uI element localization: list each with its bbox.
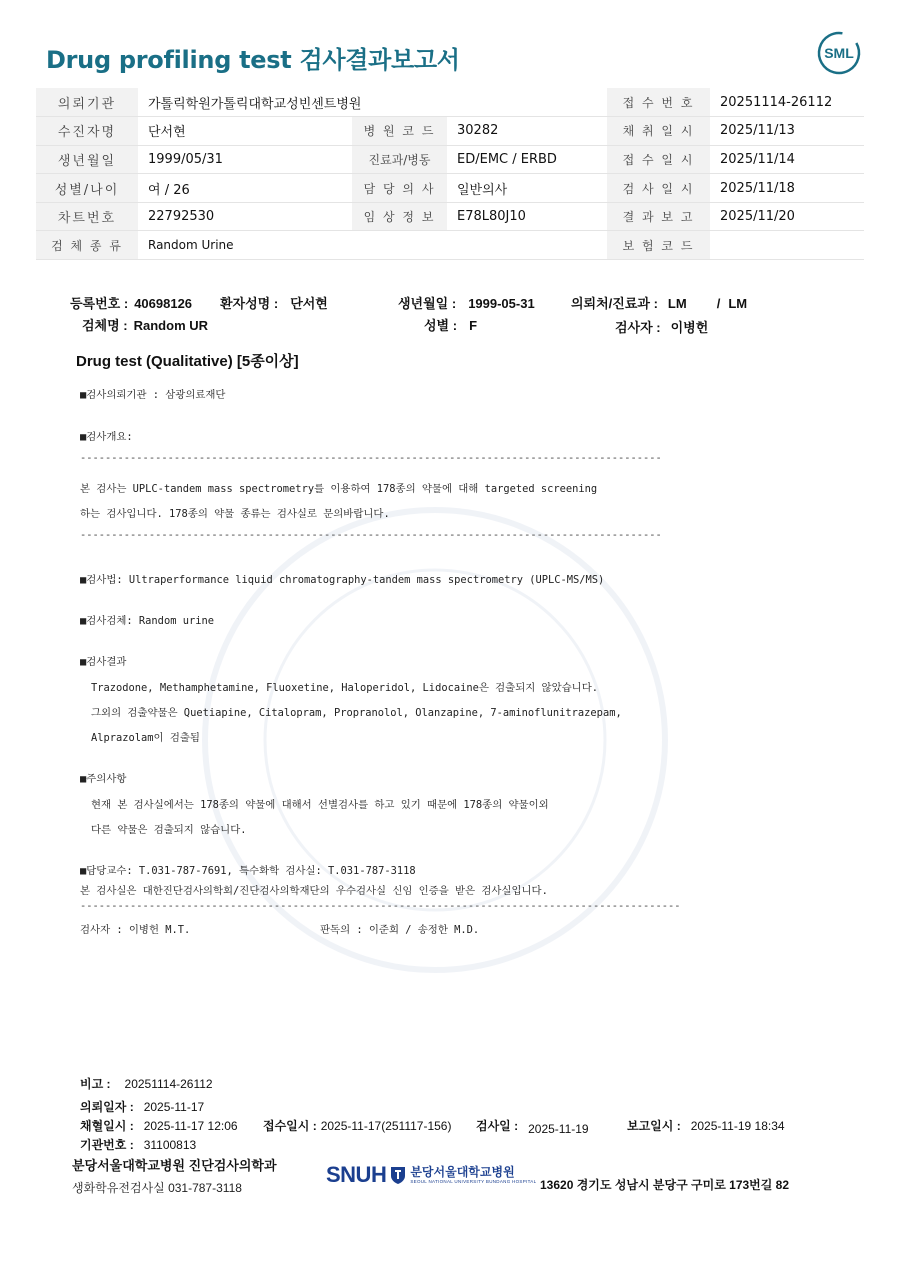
report-specimen <box>82 315 208 334</box>
divider-line: --------------------------------------------------------------------------------------------- <box>80 452 662 464</box>
reader-line: 판독의 : 이준희 / 송정한 M.D. <box>320 924 480 936</box>
org-phone: 생화학유전검사실 031-787-3118 <box>72 1181 242 1195</box>
draw-date-label: 채혈일시 : <box>80 1119 134 1133</box>
overview-title: ■검사개요: <box>80 431 133 443</box>
specimen-label: 검 체 종 류 <box>36 231 138 260</box>
report-tester-value: 이병헌 <box>670 320 709 335</box>
report-tester <box>615 317 708 336</box>
receipt-no-value: 20251114-26112 <box>710 88 864 117</box>
request-date-label: 의뢰일자 : <box>80 1100 134 1114</box>
report-patient-value: 단서현 <box>290 296 328 311</box>
test-date-label: 검 사 일 시 <box>607 174 710 203</box>
divider-line: --------------------------------------------------------------------------------------------- <box>80 529 662 541</box>
receipt-date-value: 2025/11/14 <box>710 145 864 174</box>
patient-value: 단서현 <box>138 117 352 146</box>
requester-label: 의뢰기관 <box>36 88 138 117</box>
institution-no-value: 31100813 <box>143 1138 197 1152</box>
report-date-label: 보고일시 : <box>627 1119 681 1133</box>
caution-title: ■주의사항 <box>80 773 127 785</box>
info-row <box>36 174 864 203</box>
reg-no <box>70 293 192 312</box>
sex-age-value: 여 / 26 <box>138 174 352 203</box>
report-date-value: 2025-11-19 18:34 <box>690 1119 785 1133</box>
info-row <box>36 231 864 260</box>
note <box>80 1075 213 1092</box>
doctor-value: 일반의사 <box>447 174 607 203</box>
receipt-no-label: 접 수 번 호 <box>607 88 710 117</box>
specimen-line: ■검사검체: Random urine <box>80 615 214 627</box>
report-patient-label: 환자성명 : <box>220 296 279 311</box>
snuh-emblem-icon <box>389 1165 407 1185</box>
report-dept-separator: / <box>716 296 721 311</box>
info-row <box>36 88 864 117</box>
report-sex <box>424 315 477 334</box>
caution-line-1: 현재 본 검사실에서는 178종의 약물에 대해서 선별검사를 하고 있기 때문에 178종의 약물이외 <box>91 799 549 811</box>
result-line-3: Alprazolam이 검출됨 <box>91 732 200 744</box>
test-date-value: 2025/11/18 <box>710 174 864 203</box>
report-specimen-label: 검체명 : <box>82 318 128 333</box>
tester-line: 검사자 : 이병헌 M.T. <box>80 924 191 936</box>
snuh-logo-korean: 분당서울대학교병원 <box>410 1164 515 1179</box>
result-line-2: 그외의 검출약물은 Quetiapine, Citalopram, Propranolol, Olanzapine, 7-aminoflunitrazepam, <box>91 707 622 719</box>
dept-value: ED/EMC / ERBD <box>447 145 607 174</box>
institution-no <box>80 1136 196 1153</box>
receipt-date-label: 접 수 일 시 <box>607 145 710 174</box>
report-date <box>627 1117 785 1134</box>
method-line: ■검사법: Ultraperformance liquid chromatography-tandem mass spectrometry (UPLC-MS/MS) <box>80 574 605 586</box>
patient-label: 수진자명 <box>36 117 138 146</box>
collect-date-label: 채 취 일 시 <box>607 117 710 146</box>
info-row <box>36 202 864 231</box>
accept-date <box>263 1117 451 1134</box>
section-title: Drug test (Qualitative) [5종이상] <box>76 353 299 370</box>
report-sex-value: F <box>469 318 478 333</box>
info-row <box>36 145 864 174</box>
snuh-logo-text: SNUH <box>326 1162 387 1187</box>
draw-date <box>80 1117 238 1134</box>
report-birth-value: 1999-05-31 <box>468 296 535 311</box>
report-dept-label: 의뢰처/진료과 : <box>571 296 658 311</box>
snuh-logo-english: SEOUL NATIONAL UNIVERSITY BUNDANG HOSPITAL <box>410 1178 537 1184</box>
divider-line: ------------------------------------------------------------------------------------------------ <box>80 900 681 912</box>
hospital-code-label: 병 원 코 드 <box>352 117 447 146</box>
sml-logo <box>816 30 862 76</box>
report-sex-label: 성별 : <box>424 318 458 333</box>
report-specimen-value: Random UR <box>133 318 209 333</box>
contact-line: ■담당교수: T.031-787-7691, 특수화학 검사실: T.031-787-3118 <box>80 865 416 877</box>
accept-date-label: 접수일시 : <box>263 1119 317 1133</box>
collect-date-value: 2025/11/13 <box>710 117 864 146</box>
insurance-value <box>710 231 864 260</box>
birth-label: 생년월일 <box>36 145 138 174</box>
draw-date-value: 2025-11-17 12:06 <box>143 1119 238 1133</box>
birth-value: 1999/05/31 <box>138 145 352 174</box>
sex-age-label: 성별/나이 <box>36 174 138 203</box>
test-date-value: 2025-11-19 <box>528 1122 589 1136</box>
test-date-label: 검사일 : <box>476 1119 519 1133</box>
insurance-label: 보 험 코 드 <box>607 231 710 260</box>
address: 13620 경기도 성남시 분당구 구미로 173번길 82 <box>540 1178 790 1192</box>
report-date-value: 2025/11/20 <box>710 202 864 231</box>
result-line-1: Trazodone, Methamphetamine, Fluoxetine, Haloperidol, Lidocaine은 검출되지 않았습니다. <box>91 682 598 694</box>
report-dept <box>571 293 747 312</box>
snuh-logo-subtitle <box>410 1166 536 1185</box>
dept-label: 진료과/병동 <box>352 145 447 174</box>
report-date-label: 결 과 보 고 <box>607 202 710 231</box>
clinical-value: E78L80J10 <box>447 202 607 231</box>
note-value: 20251114-26112 <box>124 1077 213 1091</box>
test-date <box>476 1117 589 1134</box>
report-dept-value-2: LM <box>728 296 748 311</box>
reg-no-label: 등록번호 : <box>70 296 129 311</box>
chart-label: 차트번호 <box>36 202 138 231</box>
report-tester-label: 검사자 : <box>615 320 661 335</box>
chart-value: 22792530 <box>138 202 352 231</box>
report-birth <box>398 293 535 312</box>
page-title: Drug profiling test 검사결과보고서 <box>46 46 460 74</box>
requester-value: 가톨릭학원가톨릭대학교성빈센트병원 <box>138 88 607 117</box>
caution-line-2: 다른 약물은 검출되지 않습니다. <box>91 824 247 836</box>
sml-logo-text: SML <box>824 45 854 61</box>
doctor-label: 담 당 의 사 <box>352 174 447 203</box>
request-date <box>80 1098 204 1115</box>
accept-date-value: 2025-11-17(251117-156) <box>320 1119 452 1133</box>
snuh-logo <box>326 1162 536 1188</box>
org-name: 분당서울대학교병원 진단검사의학과 <box>72 1158 277 1173</box>
report-patient <box>220 293 328 312</box>
institution-line: ■검사의뢰기관 : 삼광의료재단 <box>80 389 226 401</box>
result-title: ■검사결과 <box>80 656 127 668</box>
overview-line-1: 본 검사는 UPLC-tandem mass spectrometry를 이용하여 178종의 약물에 대해 targeted screening <box>80 483 598 495</box>
specimen-value: Random Urine <box>138 231 607 260</box>
note-label: 비고 : <box>80 1077 111 1091</box>
certification-line: 본 검사실은 대한진단검사의학회/진단검사의학재단의 우수검사실 신임 인증을 받은 검사실입니다. <box>80 885 548 897</box>
reg-no-value: 40698126 <box>134 296 193 311</box>
report-birth-label: 생년월일 : <box>398 296 457 311</box>
info-row <box>36 117 864 146</box>
report-dept-value-1: LM <box>667 296 687 311</box>
patient-info-table <box>36 88 864 260</box>
request-date-value: 2025-11-17 <box>143 1100 205 1114</box>
overview-line-2: 하는 검사입니다. 178종의 약물 종류는 검사실로 문의바랍니다. <box>80 508 390 520</box>
hospital-code-value: 30282 <box>447 117 607 146</box>
clinical-label: 임 상 정 보 <box>352 202 447 231</box>
institution-no-label: 기관번호 : <box>80 1138 134 1152</box>
